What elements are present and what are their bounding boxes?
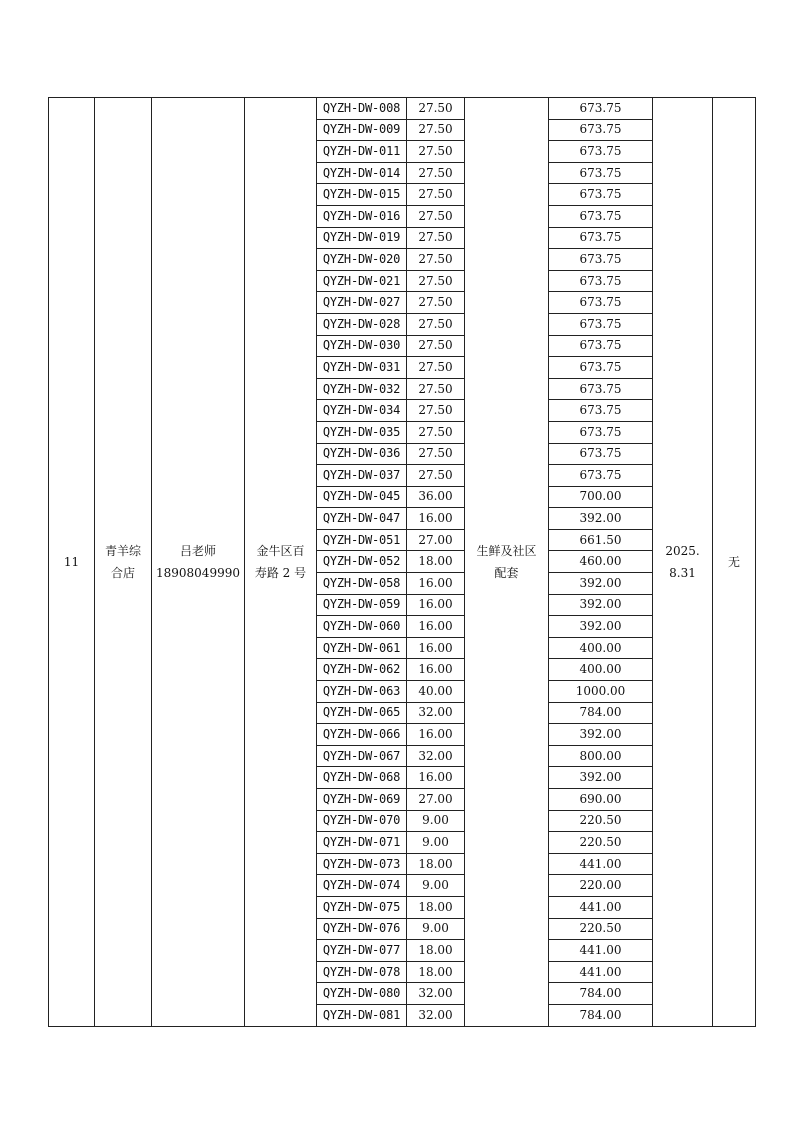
unit-amount: 673.75 [549, 227, 653, 249]
unit-area: 16.00 [407, 616, 465, 638]
unit-code: QYZH-DW-034 [317, 400, 407, 422]
unit-area: 9.00 [407, 875, 465, 897]
contact-name: 吕老师 [179, 543, 216, 558]
unit-area: 16.00 [407, 767, 465, 789]
unit-code: QYZH-DW-020 [317, 249, 407, 271]
unit-amount: 673.75 [549, 205, 653, 227]
unit-amount: 1000.00 [549, 681, 653, 703]
unit-code: QYZH-DW-016 [317, 205, 407, 227]
unit-area: 27.50 [407, 141, 465, 163]
unit-area: 32.00 [407, 745, 465, 767]
unit-amount: 392.00 [549, 594, 653, 616]
unit-area: 16.00 [407, 637, 465, 659]
remark: 无 [713, 98, 756, 1027]
unit-code: QYZH-DW-062 [317, 659, 407, 681]
unit-amount: 460.00 [549, 551, 653, 573]
unit-code: QYZH-DW-075 [317, 896, 407, 918]
unit-amount: 784.00 [549, 702, 653, 724]
unit-amount: 673.75 [549, 249, 653, 271]
unit-code: QYZH-DW-019 [317, 227, 407, 249]
unit-area: 18.00 [407, 896, 465, 918]
unit-code: QYZH-DW-061 [317, 637, 407, 659]
unit-code: QYZH-DW-032 [317, 378, 407, 400]
unit-code: QYZH-DW-009 [317, 119, 407, 141]
unit-amount: 673.75 [549, 119, 653, 141]
unit-area: 27.50 [407, 465, 465, 487]
unit-area: 27.50 [407, 400, 465, 422]
unit-area: 9.00 [407, 832, 465, 854]
unit-code: QYZH-DW-065 [317, 702, 407, 724]
unit-code: QYZH-DW-015 [317, 184, 407, 206]
unit-area: 40.00 [407, 681, 465, 703]
unit-amount: 441.00 [549, 853, 653, 875]
unit-code: QYZH-DW-074 [317, 875, 407, 897]
unit-area: 27.50 [407, 313, 465, 335]
unit-area: 18.00 [407, 940, 465, 962]
unit-area: 27.50 [407, 378, 465, 400]
unit-area: 18.00 [407, 961, 465, 983]
unit-code: QYZH-DW-021 [317, 270, 407, 292]
unit-code: QYZH-DW-028 [317, 313, 407, 335]
contact-phone: 18908049990 [156, 565, 240, 580]
unit-amount: 673.75 [549, 421, 653, 443]
unit-amount: 392.00 [549, 767, 653, 789]
record-index: 11 [49, 98, 95, 1027]
unit-code: QYZH-DW-081 [317, 1004, 407, 1026]
lease-table [48, 97, 756, 1027]
unit-area: 16.00 [407, 573, 465, 595]
unit-code: QYZH-DW-051 [317, 529, 407, 551]
unit-amount: 441.00 [549, 940, 653, 962]
unit-amount: 673.75 [549, 357, 653, 379]
unit-amount: 392.00 [549, 724, 653, 746]
unit-amount: 673.75 [549, 184, 653, 206]
unit-area: 32.00 [407, 983, 465, 1005]
unit-code: QYZH-DW-031 [317, 357, 407, 379]
table-row [49, 98, 756, 120]
store-name: 青羊综合店 [95, 98, 152, 1027]
unit-amount: 220.50 [549, 810, 653, 832]
unit-code: QYZH-DW-076 [317, 918, 407, 940]
unit-amount: 784.00 [549, 1004, 653, 1026]
unit-amount: 673.75 [549, 270, 653, 292]
unit-area: 27.00 [407, 789, 465, 811]
unit-code: QYZH-DW-014 [317, 162, 407, 184]
unit-amount: 220.00 [549, 875, 653, 897]
unit-area: 16.00 [407, 508, 465, 530]
table-body [49, 98, 756, 1027]
unit-area: 16.00 [407, 594, 465, 616]
unit-amount: 700.00 [549, 486, 653, 508]
unit-area: 32.00 [407, 702, 465, 724]
unit-area: 16.00 [407, 659, 465, 681]
unit-area: 16.00 [407, 724, 465, 746]
unit-amount: 400.00 [549, 637, 653, 659]
unit-code: QYZH-DW-067 [317, 745, 407, 767]
unit-code: QYZH-DW-047 [317, 508, 407, 530]
unit-area: 9.00 [407, 810, 465, 832]
unit-code: QYZH-DW-080 [317, 983, 407, 1005]
unit-code: QYZH-DW-063 [317, 681, 407, 703]
unit-area: 27.50 [407, 270, 465, 292]
unit-code: QYZH-DW-059 [317, 594, 407, 616]
unit-area: 27.50 [407, 119, 465, 141]
unit-area: 27.50 [407, 421, 465, 443]
unit-area: 27.50 [407, 443, 465, 465]
unit-amount: 673.75 [549, 378, 653, 400]
expiry-date: 2025.8.31 [653, 98, 713, 1027]
unit-amount: 673.75 [549, 162, 653, 184]
unit-area: 27.50 [407, 184, 465, 206]
unit-amount: 441.00 [549, 961, 653, 983]
unit-amount: 690.00 [549, 789, 653, 811]
unit-code: QYZH-DW-037 [317, 465, 407, 487]
contact-cell [152, 98, 245, 1027]
unit-area: 27.50 [407, 249, 465, 271]
unit-code: QYZH-DW-073 [317, 853, 407, 875]
address: 金牛区百寿路 2 号 [245, 98, 317, 1027]
unit-amount: 400.00 [549, 659, 653, 681]
unit-area: 9.00 [407, 918, 465, 940]
unit-area: 27.50 [407, 227, 465, 249]
unit-code: QYZH-DW-052 [317, 551, 407, 573]
unit-code: QYZH-DW-035 [317, 421, 407, 443]
unit-area: 27.50 [407, 292, 465, 314]
unit-code: QYZH-DW-071 [317, 832, 407, 854]
unit-amount: 661.50 [549, 529, 653, 551]
unit-code: QYZH-DW-027 [317, 292, 407, 314]
unit-code: QYZH-DW-077 [317, 940, 407, 962]
unit-area: 27.00 [407, 529, 465, 551]
unit-amount: 220.50 [549, 918, 653, 940]
unit-amount: 392.00 [549, 573, 653, 595]
unit-amount: 673.75 [549, 98, 653, 120]
unit-amount: 441.00 [549, 896, 653, 918]
unit-code: QYZH-DW-036 [317, 443, 407, 465]
unit-area: 27.50 [407, 335, 465, 357]
unit-amount: 673.75 [549, 465, 653, 487]
unit-amount: 673.75 [549, 443, 653, 465]
unit-area: 27.50 [407, 98, 465, 120]
unit-amount: 673.75 [549, 400, 653, 422]
unit-code: QYZH-DW-078 [317, 961, 407, 983]
unit-area: 36.00 [407, 486, 465, 508]
unit-code: QYZH-DW-068 [317, 767, 407, 789]
unit-amount: 220.50 [549, 832, 653, 854]
usage: 生鲜及社区配套 [465, 98, 549, 1027]
unit-amount: 673.75 [549, 292, 653, 314]
unit-code: QYZH-DW-070 [317, 810, 407, 832]
unit-code: QYZH-DW-045 [317, 486, 407, 508]
unit-area: 27.50 [407, 205, 465, 227]
unit-amount: 673.75 [549, 335, 653, 357]
unit-area: 18.00 [407, 853, 465, 875]
unit-code: QYZH-DW-030 [317, 335, 407, 357]
unit-code: QYZH-DW-066 [317, 724, 407, 746]
unit-code: QYZH-DW-069 [317, 789, 407, 811]
unit-amount: 392.00 [549, 508, 653, 530]
unit-area: 27.50 [407, 162, 465, 184]
unit-amount: 800.00 [549, 745, 653, 767]
unit-area: 32.00 [407, 1004, 465, 1026]
unit-amount: 673.75 [549, 313, 653, 335]
unit-code: QYZH-DW-060 [317, 616, 407, 638]
unit-amount: 784.00 [549, 983, 653, 1005]
unit-area: 18.00 [407, 551, 465, 573]
unit-area: 27.50 [407, 357, 465, 379]
unit-amount: 673.75 [549, 141, 653, 163]
unit-code: QYZH-DW-008 [317, 98, 407, 120]
unit-amount: 392.00 [549, 616, 653, 638]
unit-code: QYZH-DW-058 [317, 573, 407, 595]
unit-code: QYZH-DW-011 [317, 141, 407, 163]
